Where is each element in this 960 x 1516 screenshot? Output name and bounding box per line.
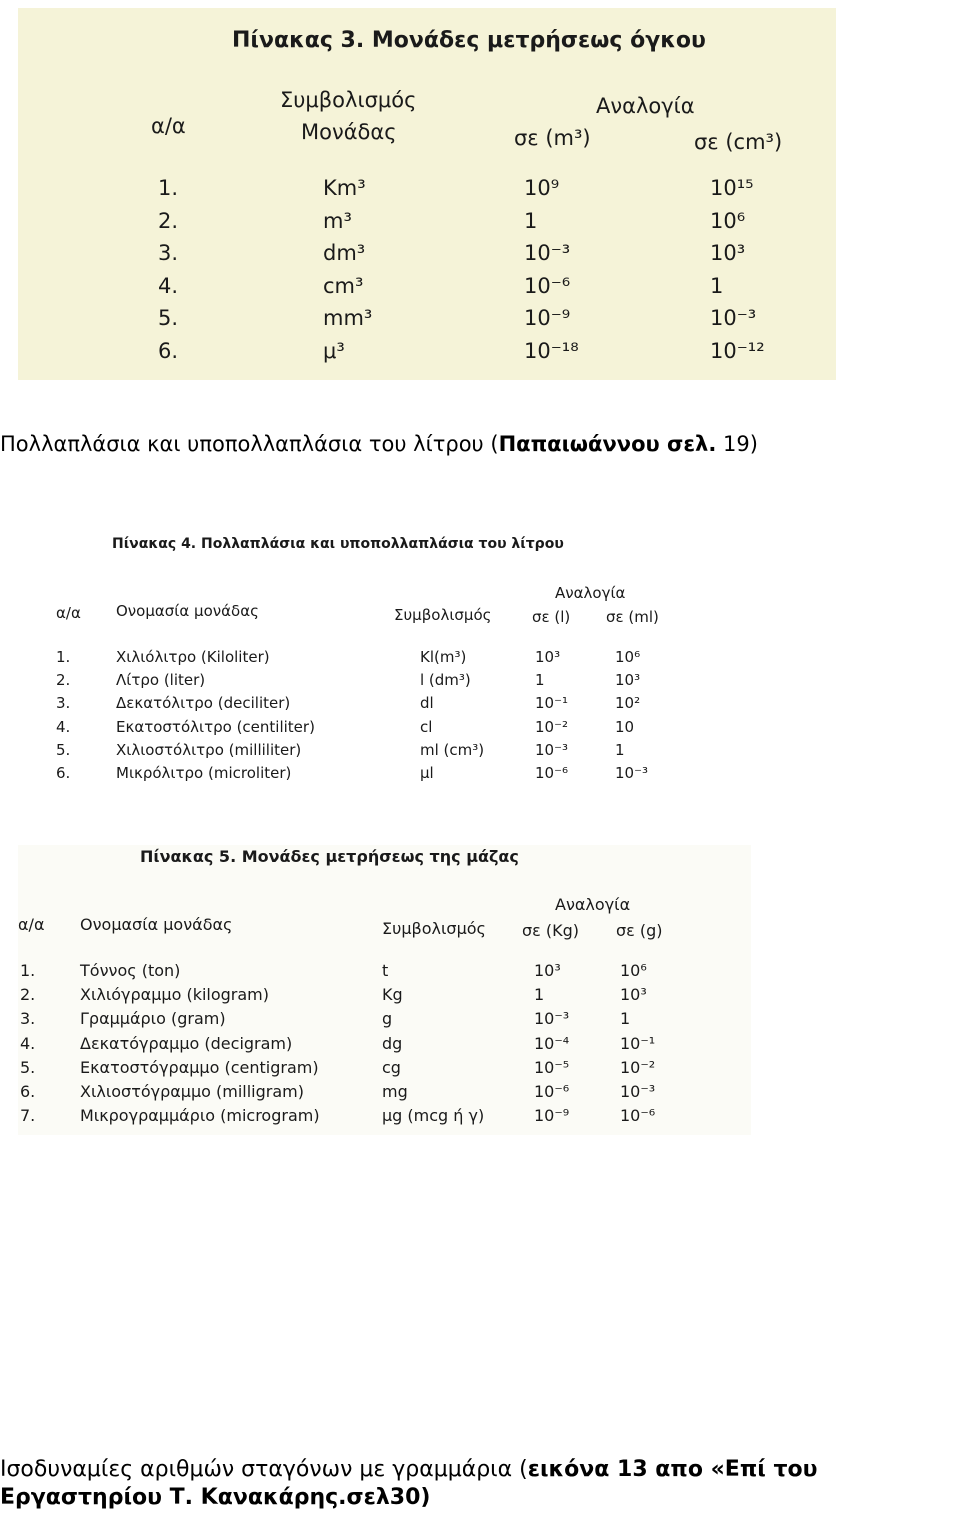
table4-row-symbol: dl: [420, 694, 434, 712]
table5-row-name: Μικρογραμμάριο (microgram): [80, 1106, 320, 1125]
table4-header-ratio: Αναλογία: [555, 584, 626, 602]
table3-row-index: 5.: [158, 306, 179, 330]
table3-row-cm3: 10³: [710, 241, 746, 265]
table4-header-index: α/α: [56, 604, 81, 622]
table5-row-g: 10⁻²: [620, 1058, 656, 1077]
table3-header-cm3: σε (cm³): [694, 130, 783, 154]
table3-row-unit: m³: [323, 209, 352, 233]
table3-row-cm3: 10¹⁵: [710, 176, 754, 200]
caption-liter-text: Πολλαπλάσια και υποπολλαπλάσια του λίτρου (: [0, 432, 499, 456]
table5-header-name: Ονομασία μονάδας: [80, 915, 233, 934]
table5-row-name: Χιλιοστόγραμμο (milligram): [80, 1082, 304, 1101]
table3-row-m3: 10⁻¹⁸: [524, 339, 579, 363]
table5-row-g: 10³: [620, 985, 647, 1004]
table5-row-g: 10⁻¹: [620, 1034, 656, 1053]
table4-row-l: 10⁻²: [535, 718, 569, 736]
table5-row-name: Τόννος (ton): [80, 961, 181, 980]
table5-row-name: Χιλιόγραμμο (kilogram): [80, 985, 270, 1004]
table4-row-symbol: cl: [420, 718, 433, 736]
table4-row-index: 3.: [56, 694, 71, 712]
table3-row-index: 1.: [158, 176, 179, 200]
table4-header-name: Ονομασία μονάδας: [116, 602, 259, 620]
table4-row-index: 6.: [56, 764, 71, 782]
table5-row-symbol: Kg: [382, 985, 403, 1004]
table4-row-l: 10⁻³: [535, 741, 569, 759]
table3-row-cm3: 10⁻¹²: [710, 339, 765, 363]
table5-row-g: 1: [620, 1009, 631, 1028]
table5-row-g: 10⁻³: [620, 1082, 656, 1101]
table4-row-name: Δεκατόλιτρο (deciliter): [116, 694, 291, 712]
table3-header-m3: σε (m³): [514, 126, 591, 150]
table5-row-index: 7.: [20, 1106, 36, 1125]
table3-row-index: 4.: [158, 274, 179, 298]
caption-drops-text: Ισοδυναμίες αριθμών σταγόνων με γραμμάρια (: [0, 1457, 528, 1482]
table3-row-index: 3.: [158, 241, 179, 265]
table5-row-symbol: dg: [382, 1034, 403, 1053]
table4-header-ml: σε (ml): [606, 608, 659, 626]
table3-row-index: 2.: [158, 209, 179, 233]
table3-row-unit: dm³: [323, 241, 366, 265]
table5-row-symbol: cg: [382, 1058, 401, 1077]
table4-row-symbol: ml (cm³): [420, 741, 485, 759]
table5-header-symbol: Συμβολισμός: [382, 919, 486, 938]
table5-row-symbol: g: [382, 1009, 393, 1028]
table3-row-unit: Km³: [323, 176, 366, 200]
table4-row-name: Χιλιοστόλιτρο (milliliter): [116, 741, 302, 759]
table5-row-kg: 10⁻³: [534, 1009, 570, 1028]
table4-row-name: Λίτρο (liter): [116, 671, 206, 689]
caption-drops-bold-2: Εργαστηρίου Τ. Κανακάρης.σελ30): [0, 1485, 431, 1510]
table3-row-index: 6.: [158, 339, 179, 363]
table3-row-unit: cm³: [323, 274, 364, 298]
table5-row-kg: 10⁻⁴: [534, 1034, 570, 1053]
table5-image: [18, 845, 751, 1135]
table5-row-kg: 10⁻⁵: [534, 1058, 570, 1077]
table3-row-m3: 10⁹: [524, 176, 560, 200]
table3-row-m3: 1: [524, 209, 538, 233]
table5-row-name: Εκατοστόγραμμο (centigram): [80, 1058, 319, 1077]
table5-title: Πίνακας 5. Μονάδες μετρήσεως της μάζας: [140, 847, 519, 866]
table4-row-name: Μικρόλιτρο (microliter): [116, 764, 292, 782]
table5-row-index: 5.: [20, 1058, 36, 1077]
caption-liter-bold: Παπαιωάννου σελ.: [498, 432, 717, 456]
table4-row-l: 10⁻¹: [535, 694, 569, 712]
table4-row-symbol: μl: [420, 764, 434, 782]
table3-row-m3: 10⁻³: [524, 241, 571, 265]
table5-header-index: α/α: [18, 915, 45, 934]
table3-header-ratio: Αναλογία: [596, 94, 695, 118]
table4-row-ml: 1: [615, 741, 625, 759]
table4-row-ml: 10⁻³: [615, 764, 649, 782]
table5-row-kg: 1: [534, 985, 545, 1004]
table4-row-ml: 10⁶: [615, 648, 641, 666]
table5-row-index: 6.: [20, 1082, 36, 1101]
table3-row-cm3: 10⁻³: [710, 306, 757, 330]
table4-row-l: 1: [535, 671, 545, 689]
table5-header-ratio: Αναλογία: [555, 895, 631, 914]
table5-row-index: 1.: [20, 961, 36, 980]
table4-row-ml: 10²: [615, 694, 641, 712]
table4-header-l: σε (l): [532, 608, 571, 626]
table5-row-kg: 10⁻⁶: [534, 1082, 570, 1101]
table4-row-index: 5.: [56, 741, 71, 759]
table3-header-symbol-2: Μονάδας: [301, 120, 397, 144]
table4-row-symbol: Kl(m³): [420, 648, 467, 666]
table5-header-kg: σε (Kg): [522, 921, 580, 940]
table4-row-name: Εκατοστόλιτρο (centiliter): [116, 718, 315, 736]
table4-image: [40, 520, 690, 792]
table5-row-symbol: μg (mcg ή γ): [382, 1106, 485, 1125]
table5-row-g: 10⁻⁶: [620, 1106, 656, 1125]
table4-row-l: 10³: [535, 648, 561, 666]
table5-row-g: 10⁶: [620, 961, 647, 980]
table3-row-cm3: 10⁶: [710, 209, 746, 233]
table4-row-name: Χιλιόλιτρο (Kiloliter): [116, 648, 270, 666]
table4-row-index: 4.: [56, 718, 71, 736]
table4-header-symbol: Συμβολισμός: [394, 606, 492, 624]
table4-row-l: 10⁻⁶: [535, 764, 569, 782]
caption-liter-tail: 19): [716, 432, 758, 456]
table3-title: Πίνακας 3. Μονάδες μετρήσεως όγκου: [232, 28, 706, 53]
table5-row-kg: 10³: [534, 961, 561, 980]
table5-row-symbol: mg: [382, 1082, 408, 1101]
table4-row-symbol: l (dm³): [420, 671, 471, 689]
table4-title: Πίνακας 4. Πολλαπλάσια και υποπολλαπλάσια του λίτρου: [112, 536, 564, 552]
table5-header-g: σε (g): [616, 921, 663, 940]
table3-header-index: α/α: [151, 114, 186, 138]
table5-row-name: Γραμμάριο (gram): [80, 1009, 226, 1028]
table4-row-index: 1.: [56, 648, 71, 666]
table3-row-m3: 10⁻⁹: [524, 306, 571, 330]
caption-drops: [0, 1456, 817, 1512]
table3-image: [18, 8, 836, 380]
table5-row-symbol: t: [382, 961, 389, 980]
table5-row-kg: 10⁻⁹: [534, 1106, 570, 1125]
table3-row-unit: μ³: [323, 339, 345, 363]
table3-row-unit: mm³: [323, 306, 373, 330]
table5-row-index: 2.: [20, 985, 36, 1004]
caption-liter: [0, 432, 758, 456]
table4-row-ml: 10: [615, 718, 635, 736]
table5-row-index: 3.: [20, 1009, 36, 1028]
table5-row-index: 4.: [20, 1034, 36, 1053]
table3-row-m3: 10⁻⁶: [524, 274, 571, 298]
table4-row-ml: 10³: [615, 671, 641, 689]
table5-row-name: Δεκατόγραμμο (decigram): [80, 1034, 293, 1053]
caption-drops-bold-1: εικόνα 13 απο «Επί του: [527, 1457, 818, 1482]
table3-header-symbol-1: Συμβολισμός: [280, 88, 417, 112]
table3-row-cm3: 1: [710, 274, 724, 298]
table4-row-index: 2.: [56, 671, 71, 689]
